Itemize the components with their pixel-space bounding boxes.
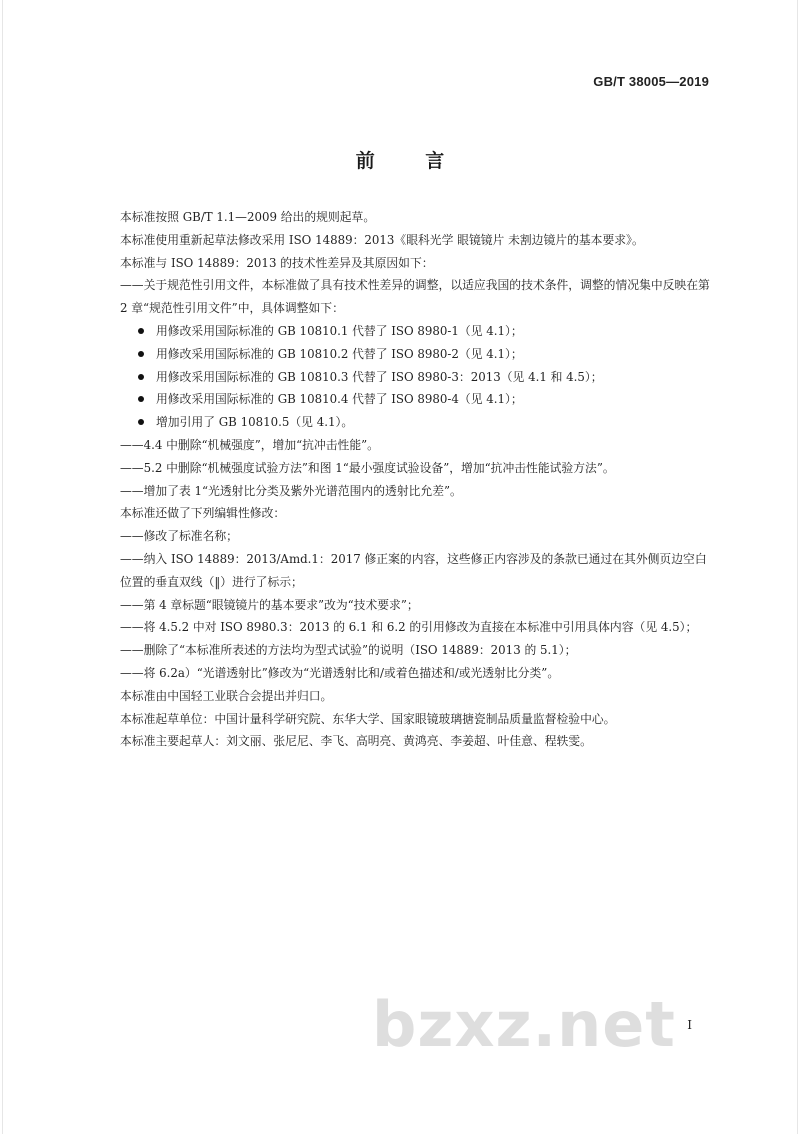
difference-item: ——5.2 中删除“机械强度试验方法”和图 1“最小强度试验设备”，增加“抗冲击性能试验方法”。	[120, 460, 615, 475]
bullet-text: 用修改采用国际标准的 GB 10810.2 代替了 ISO 8980-2（见 4.1）；	[156, 346, 523, 361]
standard-code: GB/T 38005—2019	[593, 74, 709, 89]
paragraph-drafters: 本标准主要起草人：刘文丽、张尼尼、李飞、高明亮、黄鸿亮、李姜超、叶佳意、程轶雯。	[120, 734, 592, 749]
paragraph-proposer: 本标准由中国轻工业联合会提出并归口。	[120, 688, 333, 703]
bullet-item	[96, 366, 710, 389]
bullet-text: 用修改采用国际标准的 GB 10810.1 代替了 ISO 8980-1（见 4.1）；	[156, 323, 523, 338]
editorial-item: ——纳入 ISO 14889：2013/Amd.1：2017 修正案的内容，这些修正内容涉及的条款已通过在其外侧页边空白位置的垂直双线（‖）进行了标示；	[120, 551, 707, 589]
bullet-text: 用修改采用国际标准的 GB 10810.4 代替了 ISO 8980-4（见 4.1）；	[156, 392, 523, 407]
paragraph-drafting-units: 本标准起草单位：中国计量科学研究院、东华大学、国家眼镜玻璃搪瓷制品质量监督检验中心。	[120, 711, 616, 726]
preface-body	[96, 206, 710, 753]
page-number: I	[687, 1018, 692, 1032]
bullet-item	[96, 343, 710, 366]
bullet-text: 增加引用了 GB 10810.5（见 4.1）。	[156, 415, 354, 430]
editorial-item: ——删除了“本标准所表述的方法均为型式试验”的说明（ISO 14889：2013 的 5.1）；	[120, 643, 577, 658]
bullet-item	[96, 411, 710, 434]
paragraph-editorial-intro: 本标准还做了下列编辑性修改：	[120, 506, 286, 521]
bullet-item	[96, 320, 710, 343]
page-title: 前 言	[355, 150, 467, 172]
difference-item: ——增加了表 1“光透射比分类及紫外光谱范围内的透射比允差”。	[120, 483, 462, 498]
bullet-icon	[138, 374, 144, 380]
bullet-item	[96, 388, 710, 411]
difference-item: ——4.4 中删除“机械强度”，增加“抗冲击性能”。	[120, 437, 379, 452]
editorial-item: ——第 4 章标题“眼镜镜片的基本要求”改为“技术要求”；	[120, 597, 419, 612]
bullet-icon	[138, 328, 144, 334]
bullet-text: 用修改采用国际标准的 GB 10810.3 代替了 ISO 8980-3：2013（见 4.1 和 4.5）；	[156, 369, 603, 384]
editorial-item: ——将 6.2a）“光谱透射比”修改为“光谱透射比和/或着色描述和/或光透射比分类”。	[120, 665, 560, 680]
bullet-icon	[138, 351, 144, 357]
paragraph-adoption: 本标准使用重新起草法修改采用 ISO 14889：2013《眼科光学 眼镜镜片 未割边镜片的基本要求》。	[120, 232, 644, 247]
paragraph-drafting-rule: 本标准按照 GB/T 1.1—2009 给出的规则起草。	[120, 210, 376, 224]
paragraph-differences-intro: 本标准与 ISO 14889：2013 的技术性差异及其原因如下：	[120, 255, 434, 270]
editorial-item: ——修改了标准名称；	[120, 529, 238, 544]
watermark-logo: bzxz.net	[372, 988, 676, 1061]
difference-item: ——关于规范性引用文件，本标准做了具有技术性差异的调整，以适应我国的技术条件，调整的情况集中反映在第 2 章“规范性引用文件”中，具体调整如下：	[120, 278, 710, 316]
editorial-item: ——将 4.5.2 中对 ISO 8980.3：2013 的 6.1 和 6.2 的引用修改为直接在本标准中引用具体内容（见 4.5）；	[120, 620, 698, 635]
